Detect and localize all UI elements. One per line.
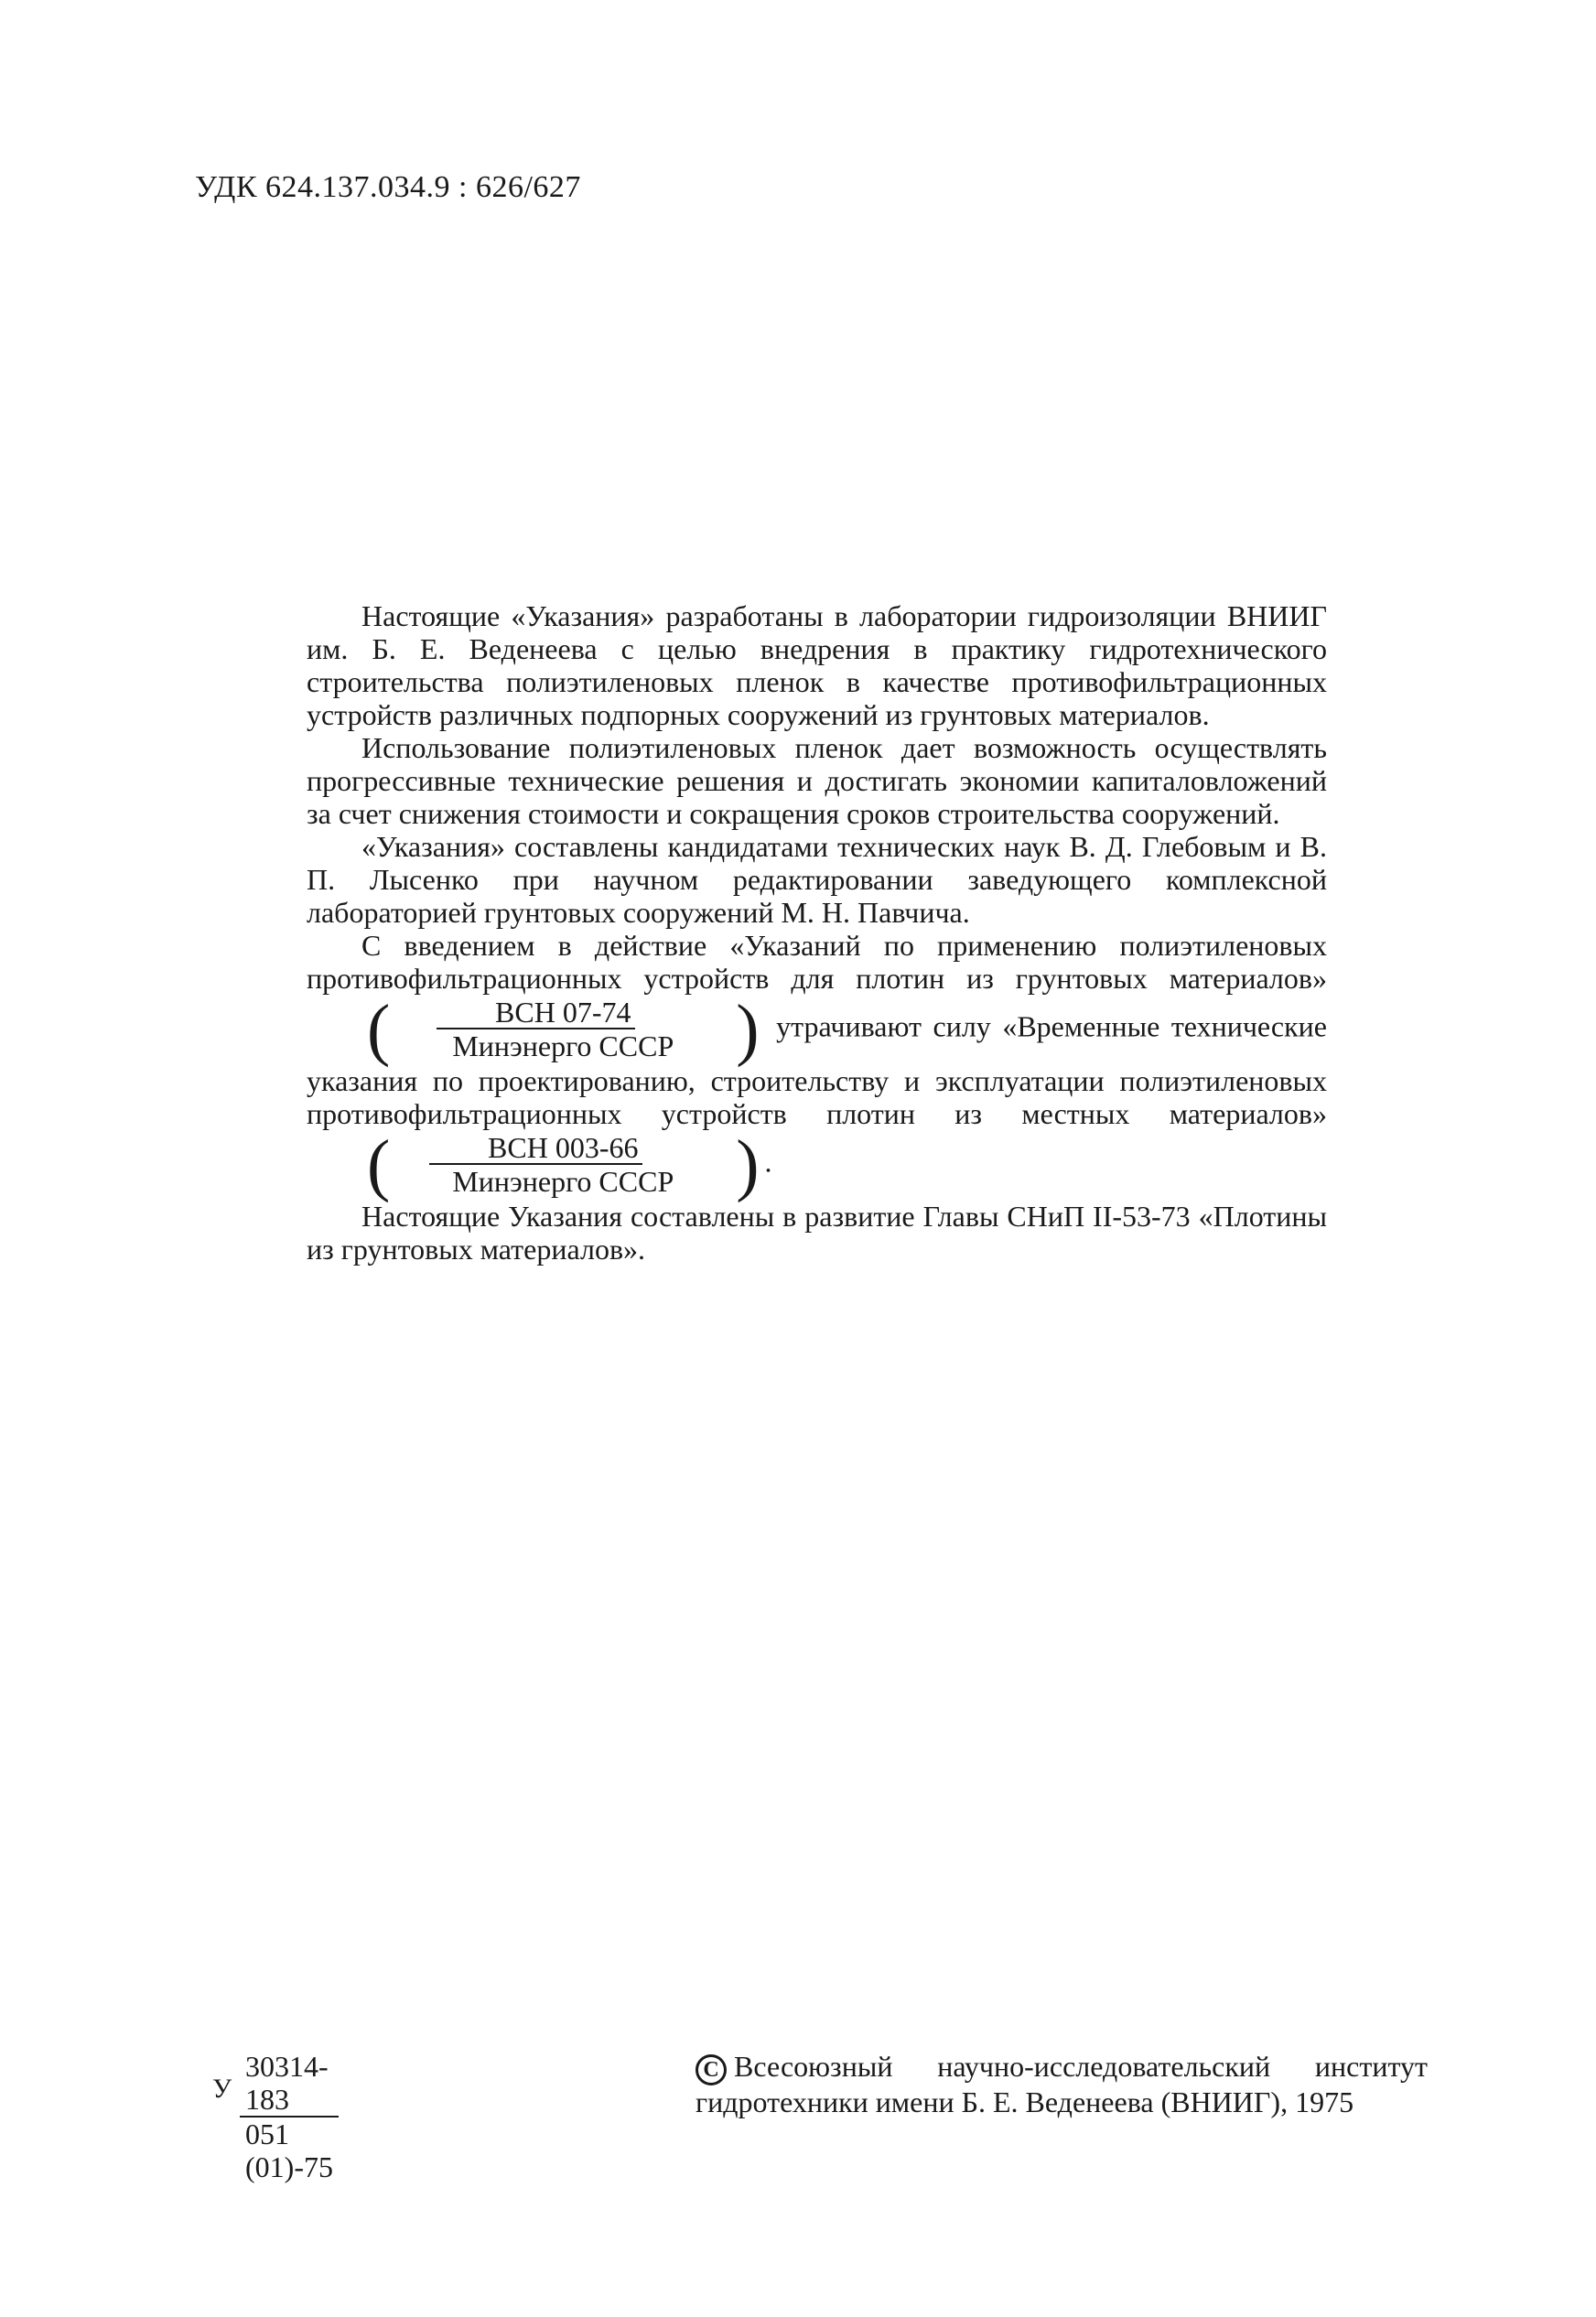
copyright-notice: [696, 2050, 1428, 2119]
code-letter: У: [212, 2074, 232, 2104]
supersedes-text-start: С введением в действие «Указаний по применению полиэтиленовых противофильтрационных устройств для плотин из грунтовых материалов»: [307, 929, 1327, 995]
paragraph-authors: «Указания» составлены кандидатами технических наук В. Д. Глебовым и В. П. Лысенко при научном редактировании заведующего комплексной лабораторией грунтовых сооружений М. Н. Павчича.: [307, 830, 1327, 929]
left-paren: (: [367, 1126, 391, 1203]
fraction-denominator: Минэнерго СССР: [452, 1029, 674, 1062]
left-paren: (: [367, 991, 391, 1068]
copyright-icon: C: [696, 2054, 727, 2085]
document-body: [307, 599, 1327, 1266]
paragraph-supersedes: [307, 929, 1328, 1203]
fraction-denominator: Минэнерго СССР: [452, 1165, 674, 1198]
copyright-text: Всесоюзный научно-исследовательский институт гидротехники имени Б. Е. Веденеева (ВНИИГ), 1975: [696, 2050, 1428, 2118]
right-paren: ): [736, 1126, 760, 1203]
supersedes-text-end: .: [764, 1145, 772, 1179]
supersedes-text-mid: утрачивают силу «Временные технические указания по проектированию, строительству и эксплуатации полиэтиленовых противофильтрационных устройств плотин из местных материалов»: [307, 1009, 1328, 1130]
standard-fraction-vsn-07-74: [312, 991, 760, 1068]
fraction-numerator: ВСН 003-66: [429, 1132, 642, 1165]
fraction-numerator: ВСН 07-74: [437, 997, 634, 1029]
right-paren: ): [736, 991, 760, 1068]
code-fraction: [240, 2050, 339, 2183]
udk-code: УДК 624.137.034.9 : 626/627: [195, 170, 581, 204]
paragraph-snip: Настоящие Указания составлены в развитие Главы СНиП II-53-73 «Плотины из грунтовых материалов».: [307, 1200, 1327, 1266]
code-denominator: 051 (01)-75: [245, 2118, 333, 2183]
paragraph-usage: Использование полиэтиленовых пленок дает возможность осуществлять прогрессивные технические решения и достигать экономии капиталовложений за счет снижения стоимости и сокращения сроков строительства сооружений.: [307, 731, 1327, 830]
code-numerator: 30314-183: [240, 2050, 339, 2118]
standard-fraction-vsn-003-66: [312, 1126, 760, 1203]
paragraph-intro: Настоящие «Указания» разработаны в лаборатории гидроизоляции ВНИИГ им. Б. Е. Веденеева с целью внедрения в практику гидротехнического строительства полиэтиленовых пленок в качестве противофильтрационных устройств различных подпорных сооружений из грунтовых материалов.: [307, 599, 1327, 731]
